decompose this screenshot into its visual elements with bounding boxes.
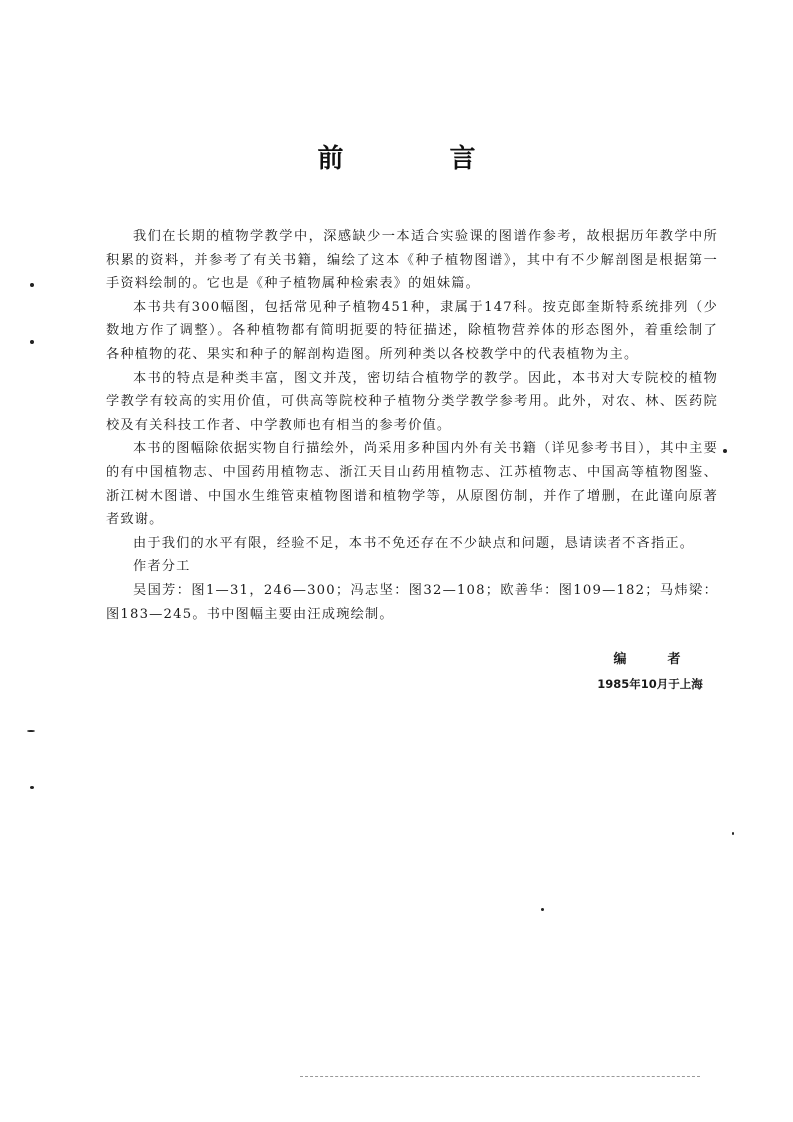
paragraph-intro: 我们在长期的植物学教学中，深感缺少一本适合实验课的图谱作参考，故根据历年教学中所积累的资料，并参考了有关书籍，编绘了这本《种子植物图谱》，其中有不少解剖图是根据第一手资料绘制的。它也是《种子植物属种检索表》的姐妹篇。	[106, 229, 718, 292]
paragraph-contents: 本书共有300幅图，包括常见种子植物451种，隶属于147科。按克郎奎斯特系统排列（少数地方作了调整）。各种植物都有简明扼要的特征描述，除植物营养体的形态图外，着重绘制了各种植物的花、果实和种子的解剖构造图。所列种类以各校教学中的代表植物为主。	[106, 299, 718, 362]
paragraph-authors-heading: 作者分工	[133, 559, 191, 575]
scan-speck	[27, 730, 35, 732]
paragraph-sources: 本书的图幅除依据实物自行描绘外，尚采用多种国内外有关书籍（详见参考书目），其中主要的有中国植物志、中国药用植物志、浙江天目山药用植物志、江苏植物志、中国高等植物图鉴、浙江树木图谱、中国水生维管束植物图谱和植物学等，从原图仿制，并作了增删，在此谨向原著者致谢。	[106, 441, 718, 528]
paragraph-features: 本书的特点是种类丰富，图文并茂，密切结合植物学的教学。因此，本书对大专院校的植物学教学有较高的实用价值，可供高等院校种子植物分类学教学参考用。此外，对农、林、医药院校及有关科技工作者、中学教师也有相当的参考价值。	[106, 370, 718, 433]
scan-speck	[30, 340, 34, 344]
scan-speck	[30, 786, 34, 789]
preface-body	[106, 225, 718, 626]
scan-speck	[723, 449, 727, 453]
paragraph-authors-division: 吴国芳：图1—31，246—300；冯志坚：图32—108；欧善华：图109—182；马炜梁：图183—245。书中图幅主要由汪成琬绘制。	[106, 582, 718, 622]
signature-date: 1985年10月于上海	[597, 677, 703, 691]
footer-rule	[300, 1076, 700, 1077]
scan-speck	[732, 832, 734, 835]
paragraph-apology: 由于我们的水平有限，经验不足，本书不免还存在不少缺点和问题，恳请读者不吝指正。	[133, 535, 695, 551]
signature-block	[560, 648, 740, 696]
scan-speck	[30, 283, 34, 287]
scan-speck	[541, 908, 544, 911]
page-title: 前 言	[317, 144, 516, 174]
signature-author: 编 者	[613, 652, 695, 667]
